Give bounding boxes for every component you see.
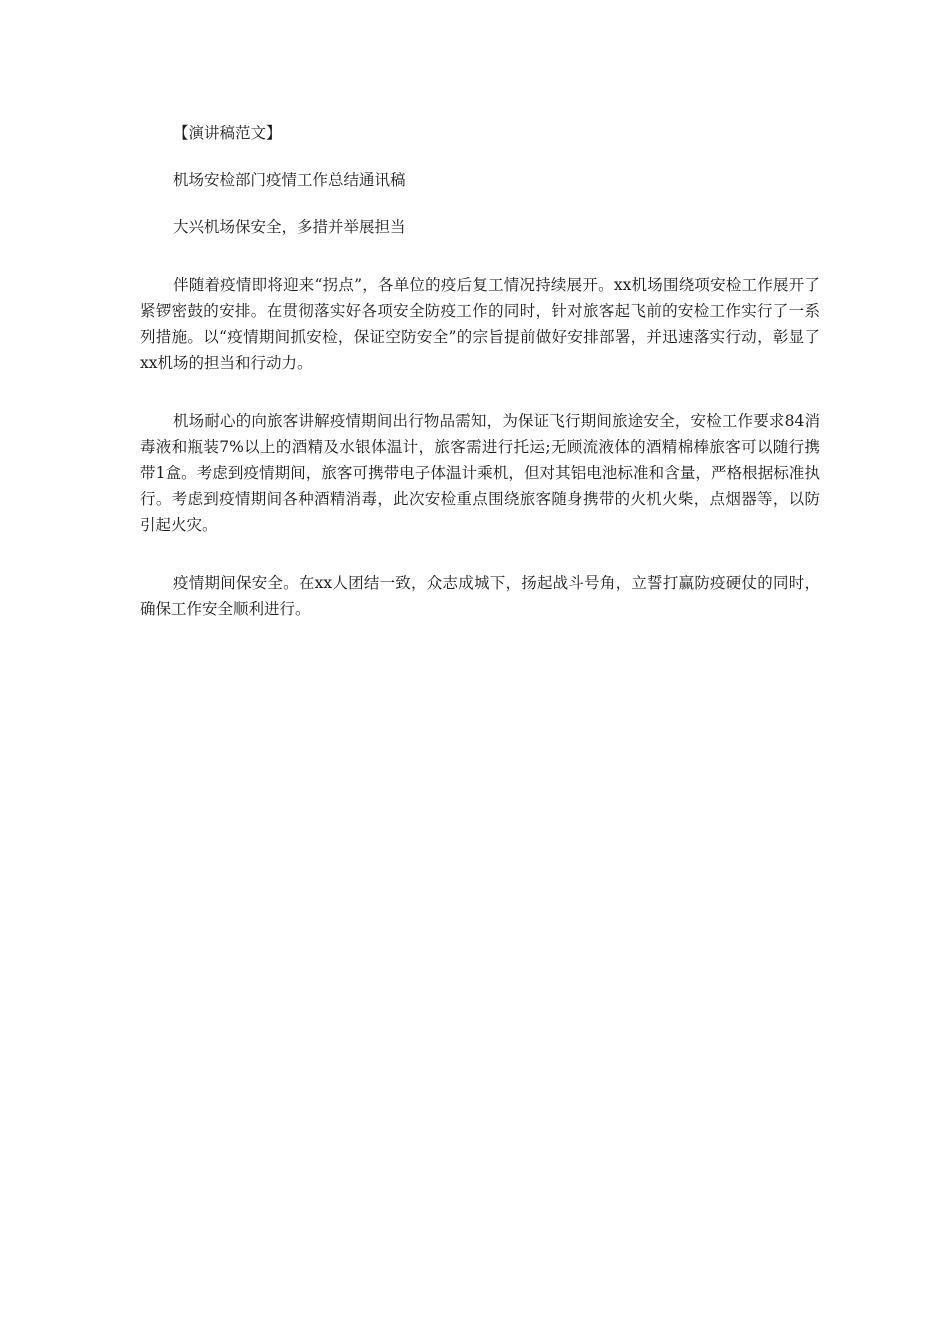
document-subtitle: 大兴机场保安全，多措并举展担当 [173,218,406,236]
document-body [140,120,820,654]
paragraph-1: 伴随着疫情即将迎来“拐点”，各单位的疫后复工情况持续展开。xx机场围绕项安检工作展开了紧锣密鼓的安排。在贯彻落实好各项安全防疫工作的同时，针对旅客起飞前的安检工作实行了一系列措施。以“疫情期间抓安检，保证空防安全”的宗旨提前做好安排部署，并迅速落实行动，彰显了xx机场的担当和行动力。 [140,276,820,372]
document-tag: 【演讲稿范文】 [173,124,282,142]
paragraph-3: 疫情期间保安全。在xx人团结一致，众志成城下，扬起战斗号角，立誓打赢防疫硬仗的同时，确保工作安全顺利进行。 [140,574,820,618]
paragraph-2: 机场耐心的向旅客讲解疫情期间出行物品需知，为保证飞行期间旅途安全，安检工作要求84消毒液和瓶装7%以上的酒精及水银体温计，旅客需进行托运;无顾流液体的酒精棉棒旅客可以随行携带1盒。考虑到疫情期间，旅客可携带电子体温计乘机，但对其铝电池标准和含量，严格根据标准执行。考虑到疫情期间各种酒精消毒，此次安检重点围绕旅客随身携带的火机火柴，点烟器等，以防引起火灾。 [140,412,820,534]
document-title: 机场安检部门疫情工作总结通讯稿 [173,171,406,189]
